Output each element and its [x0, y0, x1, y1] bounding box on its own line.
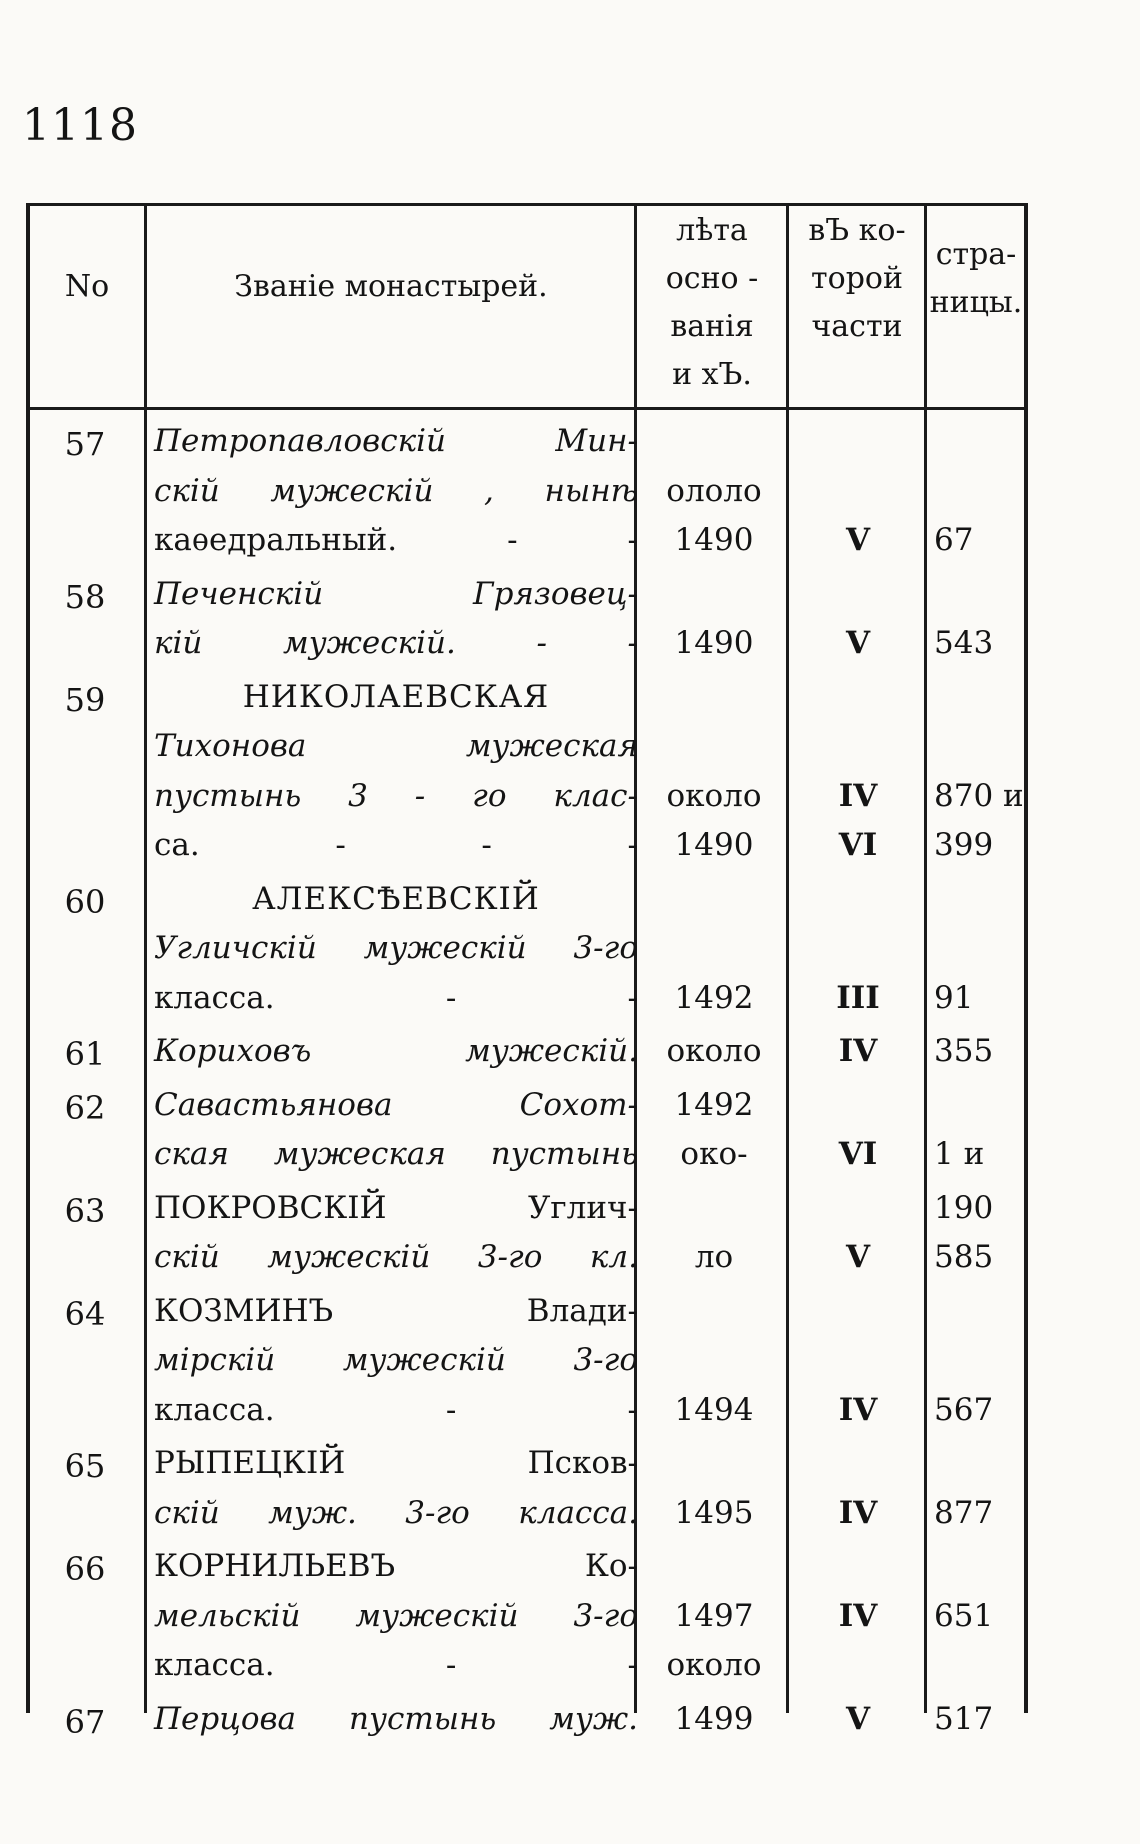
monastery-name-line: Петропавловскій Мин-: [154, 423, 638, 459]
row-number: 64: [64, 1294, 106, 1333]
page-ref: 877: [934, 1494, 994, 1531]
monastery-name-line: Перцова пустынь муж.: [154, 1700, 638, 1737]
monastery-name-line: НИКОЛАЕВСКАЯ: [242, 678, 550, 715]
monastery-name: [154, 1439, 638, 1538]
founding-year: около: [666, 1647, 762, 1683]
header-page: стра- ницы.: [929, 237, 1023, 320]
col-rule-1: [144, 203, 147, 1713]
founding-year: око-: [680, 1136, 748, 1172]
page-ref: 1 и: [934, 1136, 985, 1172]
row-number: 60: [64, 882, 106, 921]
volume-part: VI: [838, 827, 878, 863]
volume-part: IV: [838, 1494, 878, 1531]
row-number: 62: [64, 1088, 106, 1127]
row-number: 59: [64, 680, 106, 719]
volume-part: III: [836, 979, 880, 1016]
monastery-name-line: класса. - -: [154, 979, 638, 1016]
header-years: лѣта осно - ванія и хЪ.: [665, 213, 759, 392]
page-ref: 91: [934, 979, 974, 1016]
monastery-name-line: класса. - -: [154, 1647, 638, 1683]
monastery-name: [154, 570, 638, 669]
monastery-name: [154, 417, 638, 566]
founding-year: 1492: [674, 1086, 754, 1123]
monastery-name-line: КОРНИЛЬЕВЪ Ко-: [154, 1548, 638, 1584]
founding-year: ололо: [666, 472, 762, 509]
page-ref: 355: [934, 1033, 994, 1069]
monastery-name-line: класса. - -: [154, 1391, 638, 1428]
monastery-name-line: Савастьянова Сохот-: [154, 1086, 638, 1123]
monastery-name-line: КОЗМИНЪ Влади-: [154, 1292, 638, 1329]
row-number: 58: [64, 577, 106, 616]
volume-part: V: [845, 625, 871, 661]
table-top-rule: [26, 203, 1028, 206]
row-number: 63: [64, 1191, 106, 1230]
page-ref: 870 и: [934, 777, 1024, 814]
founding-year: 1490: [674, 827, 754, 863]
founding-year: ло: [694, 1239, 734, 1275]
monastery-name: [154, 1695, 638, 1745]
row-number: 65: [64, 1447, 106, 1485]
volume-part: IV: [838, 1597, 878, 1634]
page-ref: 190: [934, 1189, 994, 1226]
volume-part: IV: [838, 777, 878, 814]
founding-year: 1490: [674, 625, 754, 661]
header-bottom-rule: [26, 407, 1028, 410]
monastery-table: [26, 203, 1028, 1741]
monastery-name-line: Тихонова мужеская: [154, 728, 638, 764]
monastery-name-line: Угличскій мужескій 3-го: [154, 930, 638, 966]
page-ref: 543: [934, 625, 994, 661]
monastery-name-line: каѳедральный. - -: [154, 522, 638, 558]
row-number: 66: [64, 1550, 106, 1588]
founding-year: 1490: [674, 522, 754, 558]
page-ref: 567: [934, 1391, 994, 1428]
founding-year: 1499: [674, 1700, 754, 1737]
monastery-name-line: пустынь 3 - го клас-: [154, 777, 638, 814]
monastery-name: [154, 875, 638, 1024]
page-number: 1118: [22, 100, 138, 151]
founding-year: 1497: [674, 1597, 754, 1634]
header-part: вЪ ко- торой части: [808, 213, 906, 344]
volume-part: IV: [838, 1033, 878, 1069]
monastery-name: [154, 1184, 638, 1283]
table-border-right: [1024, 203, 1028, 1713]
monastery-name-line: АЛЕКСѢЕВСКІЙ: [252, 880, 540, 917]
page-ref: 517: [934, 1700, 994, 1737]
row-number: 61: [64, 1035, 106, 1073]
founding-year: 1494: [674, 1391, 754, 1428]
monastery-name: [154, 1027, 638, 1077]
monastery-name-line: ская мужеская пустынь: [154, 1136, 638, 1172]
monastery-name: [154, 1081, 638, 1180]
volume-part: V: [845, 1700, 871, 1737]
monastery-name: [154, 1542, 638, 1691]
page-ref: 651: [934, 1597, 994, 1634]
monastery-name-line: РЫПЕЦКІЙ Псков-: [154, 1445, 638, 1481]
row-number: 67: [64, 1702, 106, 1741]
col-rule-4: [924, 203, 927, 1713]
volume-part: V: [845, 522, 871, 558]
monastery-name: [154, 673, 638, 871]
header-no: No: [64, 269, 110, 304]
monastery-name: [154, 1287, 638, 1436]
page-ref: 67: [934, 522, 974, 558]
header-title: Званіе монастырей.: [234, 269, 548, 304]
founding-year: 1495: [674, 1494, 754, 1531]
page-ref: 585: [934, 1239, 994, 1275]
monastery-name-line: ПОКРОВСКІЙ Углич-: [154, 1189, 638, 1226]
monastery-name-line: скій муж. 3-го класса.: [154, 1494, 638, 1531]
monastery-name-line: Печенскій Грязовец-: [154, 575, 638, 612]
monastery-name-line: са. - - -: [154, 827, 638, 863]
monastery-name-line: скій мужескій , нынѣ: [154, 472, 638, 509]
founding-year: около: [666, 777, 762, 814]
col-rule-3: [786, 203, 789, 1713]
page-ref: 399: [934, 827, 994, 863]
monastery-name-line: кій мужескій. - -: [154, 625, 638, 661]
volume-part: VI: [838, 1136, 878, 1172]
row-number: 57: [64, 425, 106, 463]
volume-part: IV: [838, 1391, 878, 1428]
monastery-name-line: мірскій мужескій 3-го: [154, 1342, 638, 1378]
monastery-name-line: Кориховъ мужескій.: [154, 1033, 638, 1069]
monastery-name-line: скій мужескій 3-го кл.: [154, 1239, 638, 1275]
volume-part: V: [845, 1239, 871, 1275]
founding-year: около: [666, 1033, 762, 1069]
monastery-name-line: мельскій мужескій 3-го: [154, 1597, 638, 1634]
founding-year: 1492: [674, 979, 754, 1016]
